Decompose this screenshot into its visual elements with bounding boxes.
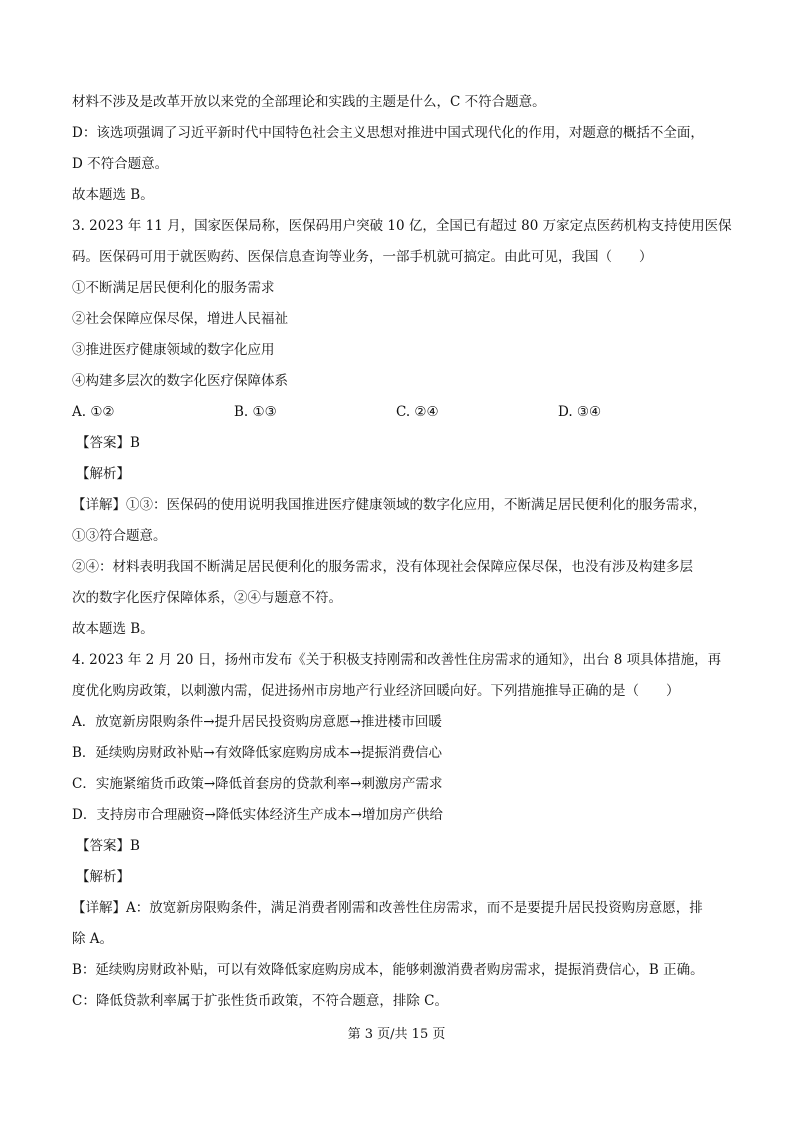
question-3-options	[72, 402, 724, 422]
option-b: B．延续购房财政补贴→有效降低家庭购房成本→提振消费信心	[72, 745, 443, 761]
question-4-stem: 度优化购房政策，以刺激内需，促进扬州市房地产行业经济回暖向好。下列措施推导正确的是（ ）	[72, 683, 680, 699]
detail-line: 【详解】①③：医保码的使用说明我国推进医疗健康领域的数字化应用，不断满足居民便利化的服务需求，	[72, 497, 707, 513]
detail-line: 【详解】A：放宽新房限购条件，满足消费者刚需和改善性住房需求，而不是要提升居民投资购房意愿，排	[72, 900, 703, 916]
question-3-stem: 码。医保码可用于就医购药、医保信息查询等业务，一部手机就可搞定。由此可见，我国（ ）	[72, 249, 653, 265]
statement-item: ④构建多层次的数字化医疗保障体系	[72, 373, 288, 389]
option-c: C. ②④	[396, 404, 439, 420]
option-a: A．放宽新房限购条件→提升居民投资购房意愿→推进楼市回暖	[72, 714, 442, 730]
analysis-label: 【解析】	[76, 466, 130, 482]
question-4-stem: 4. 2023 年 2 月 20 日，扬州市发布《关于积极支持刚需和改善性住房需求的通知》，出台 8 项具体措施，再	[72, 652, 722, 668]
statement-item: ②社会保障应保尽保，增进人民福祉	[72, 311, 288, 327]
text-line: D 不符合题意。	[72, 156, 169, 172]
option-a: A. ①②	[72, 404, 115, 420]
text-line: D：该选项强调了习近平新时代中国特色社会主义思想对推进中国式现代化的作用，对题意的概括不全面，	[72, 125, 704, 141]
detail-line: 故本题选 B。	[72, 621, 154, 637]
answer-label: 【答案】B	[76, 838, 140, 854]
detail-line: 除 A。	[72, 931, 114, 947]
answer-label: 【答案】B	[76, 435, 140, 451]
statement-item: ①不断满足居民便利化的服务需求	[72, 280, 275, 296]
text-line: 故本题选 B。	[72, 187, 154, 203]
question-3-stem: 3. 2023 年 11 月，国家医保局称，医保码用户突破 10 亿，全国已有超过 80 万家定点医药机构支持使用医保	[72, 218, 732, 234]
option-d: D．支持房市合理融资→降低实体经济生产成本→增加房产供给	[72, 807, 443, 823]
detail-line: B：延续购房财政补贴，可以有效降低家庭购房成本，能够刺激消费者购房需求，提振消费信心，B 正确。	[72, 962, 704, 978]
analysis-label: 【解析】	[76, 869, 130, 885]
statement-item: ③推进医疗健康领域的数字化应用	[72, 342, 275, 358]
detail-line: 次的数字化医疗保障体系，②④与题意不符。	[72, 590, 342, 606]
page-body	[72, 92, 732, 1011]
detail-line: C：降低贷款利率属于扩张性货币政策，不符合题意，排除 C。	[72, 993, 448, 1009]
page-number: 第 3 页/共 15 页	[347, 1027, 446, 1042]
option-b: B. ①③	[234, 404, 277, 420]
option-c: C．实施紧缩货币政策→降低首套房的贷款利率→刺激房产需求	[72, 776, 443, 792]
text-line: 材料不涉及是改革开放以来党的全部理论和实践的主题是什么，C 不符合题意。	[72, 94, 546, 110]
option-d: D. ③④	[558, 404, 602, 420]
detail-line: ①③符合题意。	[72, 528, 167, 544]
detail-line: ②④：材料表明我国不断满足居民便利化的服务需求，没有体现社会保障应保尽保，也没有涉及构建多层	[72, 559, 693, 575]
